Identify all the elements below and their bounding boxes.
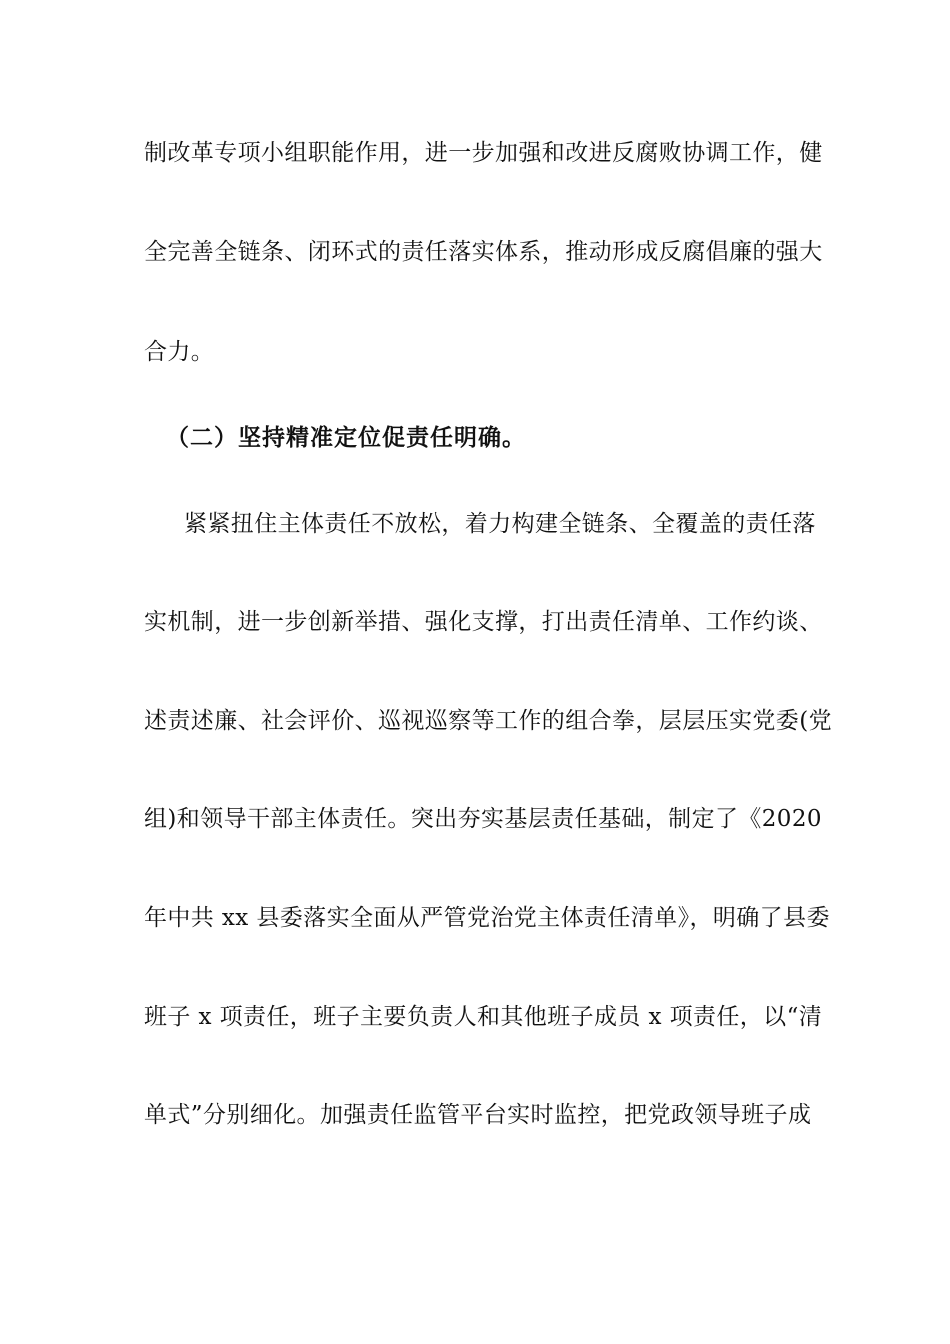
paragraph-line: 全完善全链条、闭环式的责任落实体系，推动形成反腐倡廉的强大 [144,239,823,265]
paragraph-line: 合力。 [144,339,215,365]
paragraph-line: 组)和领导干部主体责任。突出夯实基层责任基础，制定了《2020 [144,806,822,832]
paragraph-line: 实机制，进一步创新举措、强化支撑，打出责任清单、工作约谈、 [144,609,823,635]
section-heading: （二）坚持精准定位促责任明确。 [166,424,526,451]
paragraph-line: 班子 x 项责任，班子主要负责人和其他班子成员 x 项责任，以“清 [144,1004,823,1030]
paragraph-line: 紧紧扭住主体责任不放松，着力构建全链条、全覆盖的责任落 [184,511,816,537]
paragraph-line: 述责述廉、社会评价、巡视巡察等工作的组合拳，层层压实党委(党 [144,708,832,734]
paragraph-line: 年中共 xx 县委落实全面从严管党治党主体责任清单》，明确了县委 [144,905,830,931]
paragraph-line: 制改革专项小组职能作用，进一步加强和改进反腐败协调工作，健 [144,140,823,166]
paragraph-line: 单式”分别细化。加强责任监管平台实时监控，把党政领导班子成 [144,1102,812,1128]
